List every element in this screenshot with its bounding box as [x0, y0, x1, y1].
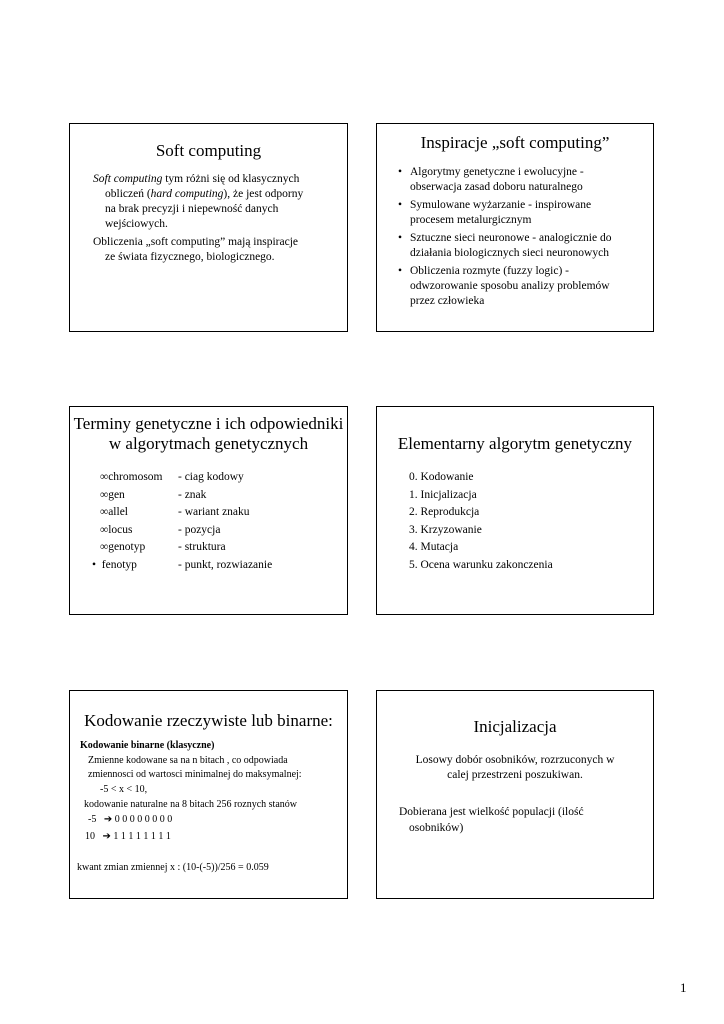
text-line: Losowy dobór osobników, rozrzuconych w: [415, 754, 615, 766]
term-cell: ∞genotyp: [100, 541, 146, 553]
text: tym różni się od klasycznych: [162, 173, 300, 185]
binary-code: 1 1 1 1 1 1 1 1: [113, 831, 171, 842]
text-line: kodowanie naturalne na 8 bitach 256 roznych stanów: [84, 799, 297, 810]
text-line: zmiennosci od wartosci minimalnej do maksymalnej:: [88, 769, 302, 780]
meaning-cell: - pozycja: [178, 524, 221, 536]
term-cell: • fenotyp: [92, 559, 137, 571]
paragraph-line: Obliczenia „soft computing” mają inspiracje: [93, 236, 299, 248]
term-cell: ∞chromosom: [100, 471, 163, 483]
paragraph-line: ze świata fizycznego, biologicznego.: [105, 251, 275, 263]
bullet-icon: •: [398, 232, 403, 244]
meaning-cell: - punkt, rozwiazanie: [178, 559, 273, 571]
title-line: w algorytmach genetycznych: [108, 434, 309, 453]
slide-inicjalizacja: [376, 690, 654, 899]
meaning-cell: - wariant znaku: [178, 506, 250, 518]
bullet-line: obserwacja zasad doboru naturalnego: [410, 181, 583, 193]
list-item: 1. Inicjalizacja: [409, 489, 477, 501]
bullet-item: [398, 264, 610, 309]
subtitle: Kodowanie binarne (klasyczne): [80, 740, 215, 751]
text-line: Dobierana jest wielkość populacji (ilość: [399, 806, 584, 818]
text-line: Zmienne kodowane sa na n bitach , co odpowiada: [88, 755, 288, 766]
term-cell: ∞allel: [100, 506, 128, 518]
bullet-line: odwzorowanie sposobu analizy problemów: [410, 280, 610, 292]
bullet-line: Sztuczne sieci neuronowe - analogicznie do: [410, 232, 612, 244]
list-item: 2. Reprodukcja: [409, 506, 480, 518]
slide-title: Inicjalizacja: [473, 717, 557, 736]
bullet-line: Algorytmy genetyczne i ewolucyjne -: [410, 166, 584, 178]
text: obliczeń (: [105, 188, 151, 200]
list-item: 5. Ocena warunku zakonczenia: [409, 559, 553, 571]
meaning-cell: - struktura: [178, 541, 226, 553]
bullet-icon: •: [398, 166, 403, 178]
slide-terminy-genetyczne: [69, 406, 348, 615]
emphasis: hard computing: [150, 188, 224, 200]
arrow-icon: ➔: [102, 831, 111, 842]
slide-elementarny-algorytm: [376, 406, 654, 615]
bullet-line: procesem metalurgicznym: [410, 214, 532, 226]
emphasis: Soft computing: [93, 173, 163, 185]
term-cell: ∞locus: [100, 524, 133, 536]
slide-inspiracje: [376, 123, 654, 332]
bullet-item: [398, 231, 612, 261]
bullet-line: Obliczenia rozmyte (fuzzy logic) -: [410, 265, 570, 277]
bullet-item: [398, 165, 584, 195]
slide-title: Elementarny algorytm genetyczny: [397, 434, 633, 453]
example-row: [85, 830, 171, 844]
paragraph-line: [93, 172, 299, 187]
paragraph-line: wejściowych.: [105, 218, 168, 230]
list-item: 4. Mutacja: [409, 541, 459, 553]
bullet-line: przez człowieka: [410, 295, 485, 307]
bullet-item: [398, 198, 592, 228]
example-value: 10: [85, 831, 95, 842]
example-value: -5: [88, 814, 97, 825]
list-item: 3. Krzyzowanie: [409, 524, 482, 536]
slide-title: Inspiracje „soft computing”: [420, 133, 610, 152]
text-line: calej przestrzeni poszukiwan.: [447, 769, 583, 781]
slide-kodowanie: [69, 690, 348, 899]
bullet-line: działania biologicznych sieci neuronowych: [410, 247, 609, 259]
slide-soft-computing: [69, 123, 348, 332]
bullet-line: Symulowane wyżarzanie - inspirowane: [410, 199, 592, 211]
list-item: 0. Kodowanie: [409, 471, 474, 483]
title-line: Terminy genetyczne i ich odpowiedniki: [73, 414, 344, 433]
text-line: -5 < x < 10,: [100, 784, 148, 795]
text-line: kwant zmian zmiennej x : (10-(-5))/256 = 0.059: [77, 862, 269, 873]
bullet-icon: •: [398, 265, 403, 277]
paragraph-line: [105, 187, 303, 202]
slide-title: Kodowanie rzeczywiste lub binarne:: [84, 711, 333, 730]
binary-code: 0 0 0 0 0 0 0 0: [114, 814, 173, 825]
paragraph-line: na brak precyzji i niepewność danych: [105, 203, 279, 215]
text-line: osobników): [409, 822, 464, 834]
arrow-icon: ➔: [103, 814, 113, 825]
slide-title: Soft computing: [155, 141, 262, 160]
bullet-icon: •: [398, 199, 403, 211]
meaning-cell: - znak: [178, 489, 207, 501]
page-number: 1: [680, 980, 687, 995]
meaning-cell: - ciag kodowy: [178, 471, 244, 483]
term-cell: ∞gen: [100, 489, 125, 501]
example-row: [88, 813, 172, 827]
slide-title: [70, 414, 347, 454]
text: ), że jest odporny: [223, 188, 304, 200]
